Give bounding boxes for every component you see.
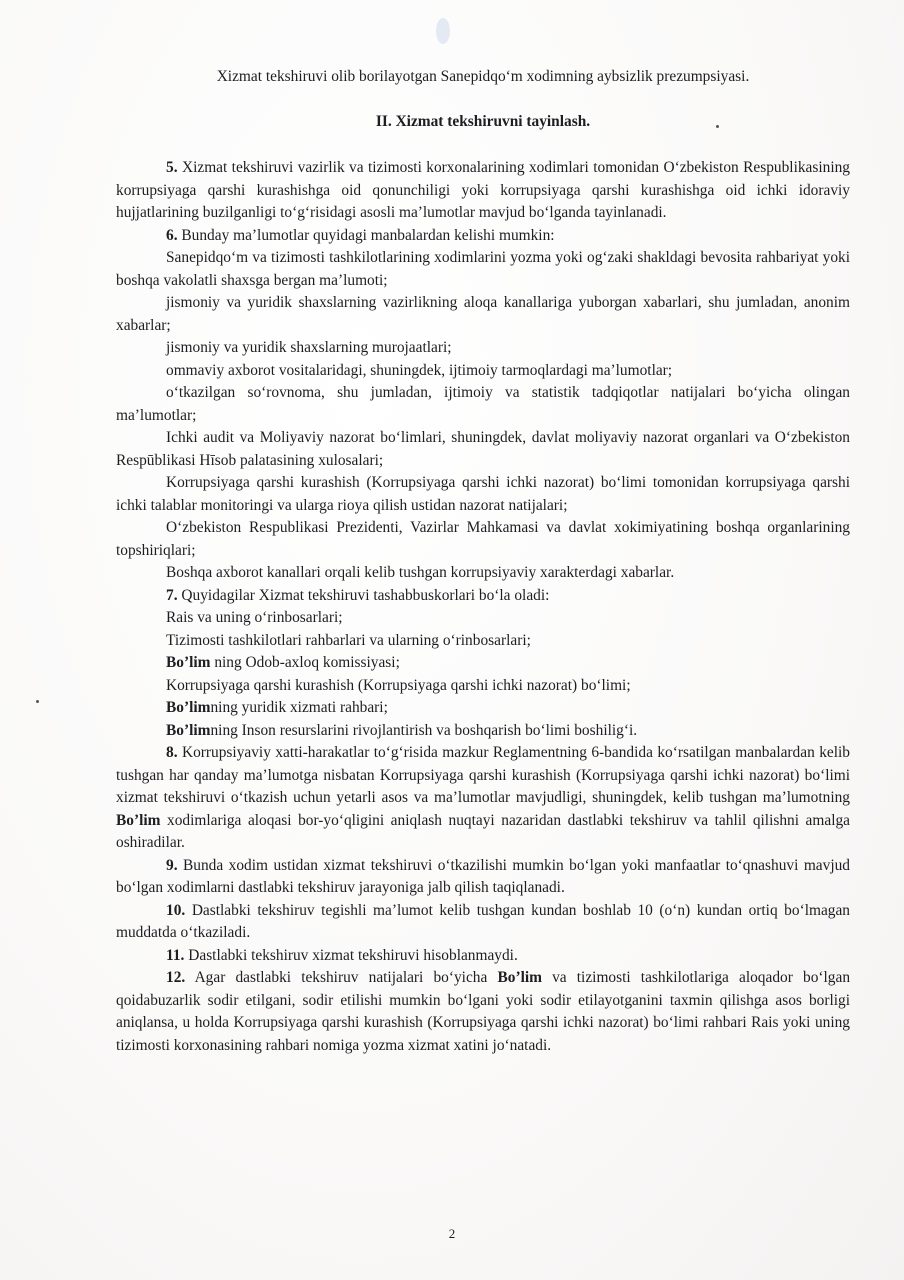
list-item: ommaviy axborot vositalaridagi, shuningdek, ijtimoiy tarmoqlardagi ma’lumotlar; bbox=[166, 361, 673, 379]
paragraph-10: 10. Dastlabki tekshiruv tegishli ma’lumot kelib tushgan kundan boshlab 10 (o‘n) kundan ortiq bo‘lmagan muddatda o‘tkaziladi. bbox=[116, 901, 850, 941]
list-item: Tizimosti tashkilotlari rahbarlari va ularning o‘rinbosarlari; bbox=[166, 631, 531, 649]
list-item: Ichki audit va Moliyaviy nazorat bo‘limlari, shuningdek, davlat moliyaviy nazorat organlari va O‘zbekiston Respūblikasi Hīsob palatasining xulosalari; bbox=[116, 429, 850, 469]
intro-line: Xizmat tekshiruvi olib borilayotgan Sanepidqo‘m xodimning aybsizlik prezumpsiyasi. bbox=[216, 68, 750, 85]
paragraph-5: 5. Xizmat tekshiruvi vazirlik va tizimosti korxonalarining xodimlari tomonidan O‘zbekiston Respublikasining korrupsiyaga qarshi kurashishga oid qonunchiligi yoki korrupsiyaga qarshi kurashishga oid ichki idoraviy hujjatlarining buzilganligi to‘g‘risidagi asosli ma’lumotlar mavjud bo‘lganda tayinlanadi. bbox=[116, 159, 850, 221]
list-item: o‘tkazilgan so‘rovnoma, shu jumladan, ijtimoiy va statistik tadqiqotlar natijalari bo‘yicha olingan ma’lumotlar; bbox=[116, 384, 850, 424]
list-item: O‘zbekiston Respublikasi Prezidenti, Vazirlar Mahkamasi va davlat xokimiyatining boshqa organlarining topshiriqlari; bbox=[116, 519, 850, 559]
list-item: Korrupsiyaga qarshi kurashish (Korrupsiyaga qarshi ichki nazorat) bo‘limi tomonidan korrupsiyaga qarshi ichki talablar monitoringi va ularga rioya qilish ustidan nazorat natijalari; bbox=[116, 474, 850, 514]
list-item: Bo’lim ning Odob-axloq komissiyasi; bbox=[166, 654, 400, 671]
document-body bbox=[116, 66, 850, 1057]
paragraph-11: 11. Dastlabki tekshiruv xizmat tekshiruvi hisoblanmaydi. bbox=[166, 946, 518, 964]
list-item: Bo’limning Inson resurslarini rivojlantirish va boshqarish bo‘limi boshilig‘i. bbox=[166, 721, 638, 739]
paragraph-12: 12. Agar dastlabki tekshiruv natijalari bo‘yicha Bo’lim va tizimosti tashkilotlariga aloqador bo‘lgan qoidabuzarlik sodir etilgani, sodir etilishi mumkin bo‘lgani yoki sodir etilayotganini taxmin qilishga asos borligi aniqlansa, u holda Korrupsiyaga qarshi kurashish (Korrupsiyaga qarshi ichki nazorat) bo‘limi rahbari Rais yoki uning tizimosti korxonasining rahbari nomiga yozma xizmat xatini jo‘natadi. bbox=[116, 969, 851, 1054]
paragraph-7: 7. Quyidagilar Xizmat tekshiruvi tashabbuskorlari bo‘la oladi: bbox=[166, 586, 550, 604]
paragraph-6: 6. Bunday ma’lumotlar quyidagi manbalardan kelishi mumkin: bbox=[166, 226, 555, 244]
list-item: Korrupsiyaga qarshi kurashish (Korrupsiyaga qarshi ichki nazorat) bo‘limi; bbox=[166, 676, 631, 694]
list-item: Sanepidqo‘m va tizimosti tashkilotlarining xodimlarini yozma yoki og‘zaki shakldagi bevosita rahbariyat yoki boshqa vakolatli shaxsga bergan ma’lumoti; bbox=[116, 249, 850, 289]
section-heading: II. Xizmat tekshiruvni tayinlash. bbox=[375, 112, 591, 130]
scan-speck bbox=[36, 700, 39, 703]
paragraph-9: 9. Bunda xodim ustidan xizmat tekshiruvi o‘tkazilishi mumkin bo‘lgan yoki manfaatlar to‘qnashuvi mavjud bo‘lgan xodimlarni dastlabki tekshiruv jarayoniga jalb qilish taqiqlanadi. bbox=[116, 856, 850, 896]
page-number: 2 bbox=[448, 1226, 456, 1241]
paragraph-8: 8. Korrupsiyaviy xatti-harakatlar to‘g‘risida mazkur Reglamentning 6-bandida ko‘rsatilgan manbalardan kelib tushgan har qanday ma’lumotga nisbatan Korrupsiyaga qarshi kurashish (Korrupsiyaga qarshi ichki nazorat) bo‘limi xizmat tekshiruvi o‘tkazish uchun yetarli asos va ma’lumotlar mavjudligi, shuningdek, kelib tushgan ma’lumotning Bo’lim xodimlariga aloqasi bor-yo‘qligini aniqlash nuqtayi nazaridan dastlabki tekshiruv va tahlil qilishni amalga oshiradilar. bbox=[116, 744, 850, 851]
list-item: Boshqa axborot kanallari orqali kelib tushgan korrupsiyaviy xarakterdagi xabarlar. bbox=[166, 564, 675, 581]
list-item: Rais va uning o‘rinbosarlari; bbox=[166, 609, 343, 626]
scan-smudge bbox=[436, 18, 450, 44]
list-item: Bo’limning yuridik xizmati rahbari; bbox=[166, 699, 388, 716]
list-item: jismoniy va yuridik shaxslarning murojaatlari; bbox=[166, 339, 452, 356]
list-item: jismoniy va yuridik shaxslarning vazirlikning aloqa kanallariga yuborgan xabarlari, shu jumladan, anonim xabarlar; bbox=[116, 294, 850, 334]
